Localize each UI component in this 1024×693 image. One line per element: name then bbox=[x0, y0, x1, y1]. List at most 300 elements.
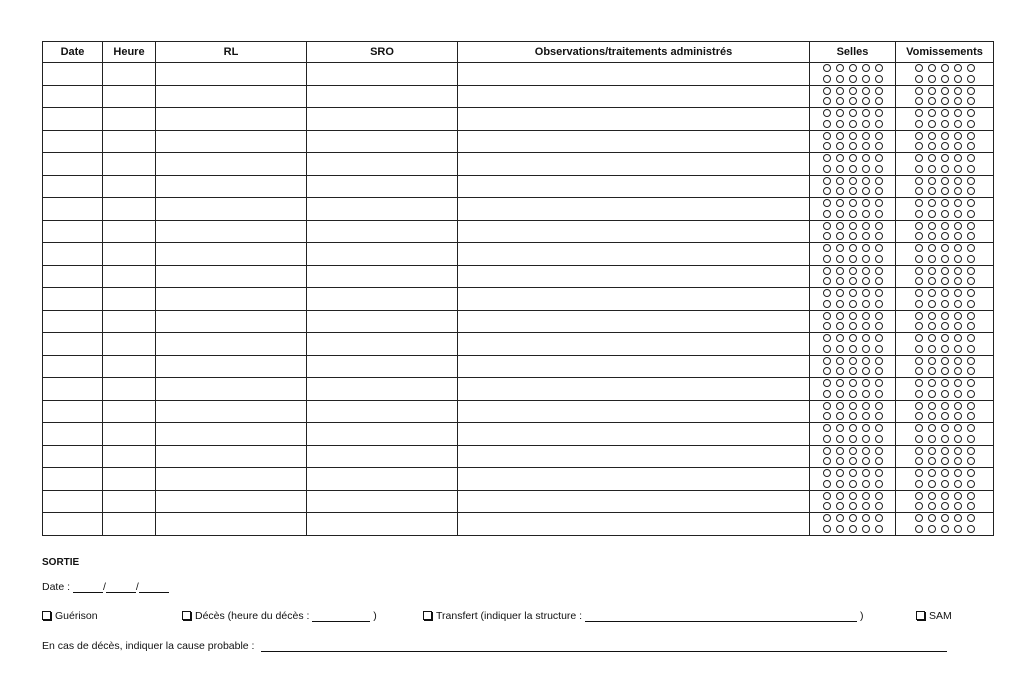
circle-checkbox-icon[interactable] bbox=[823, 267, 831, 275]
circle-checkbox-icon[interactable] bbox=[836, 244, 844, 252]
circle-checkbox-icon[interactable] bbox=[875, 492, 883, 500]
circle-checkbox-icon[interactable] bbox=[823, 357, 831, 365]
circle-checkbox-icon[interactable] bbox=[836, 64, 844, 72]
rl-cell[interactable] bbox=[156, 400, 307, 423]
circle-checkbox-icon[interactable] bbox=[954, 87, 962, 95]
circle-checkbox-icon[interactable] bbox=[823, 154, 831, 162]
date-cell[interactable] bbox=[43, 355, 103, 378]
circle-checkbox-icon[interactable] bbox=[967, 514, 975, 522]
checkbox-icon[interactable] bbox=[182, 611, 191, 620]
circle-checkbox-icon[interactable] bbox=[915, 267, 923, 275]
circle-checkbox-icon[interactable] bbox=[954, 97, 962, 105]
circle-checkbox-icon[interactable] bbox=[823, 142, 831, 150]
circle-checkbox-icon[interactable] bbox=[915, 199, 923, 207]
circle-checkbox-icon[interactable] bbox=[915, 357, 923, 365]
sro-cell[interactable] bbox=[307, 513, 458, 536]
circle-checkbox-icon[interactable] bbox=[967, 424, 975, 432]
circle-checkbox-icon[interactable] bbox=[823, 402, 831, 410]
rl-cell[interactable] bbox=[156, 153, 307, 176]
circle-checkbox-icon[interactable] bbox=[875, 75, 883, 83]
date-cell[interactable] bbox=[43, 220, 103, 243]
circle-checkbox-icon[interactable] bbox=[941, 345, 949, 353]
circle-checkbox-icon[interactable] bbox=[915, 154, 923, 162]
cause-field[interactable] bbox=[261, 640, 947, 652]
circle-checkbox-icon[interactable] bbox=[941, 312, 949, 320]
circle-checkbox-icon[interactable] bbox=[862, 154, 870, 162]
circle-checkbox-icon[interactable] bbox=[915, 322, 923, 330]
circle-checkbox-icon[interactable] bbox=[862, 64, 870, 72]
circle-checkbox-icon[interactable] bbox=[823, 334, 831, 342]
circle-checkbox-icon[interactable] bbox=[849, 412, 857, 420]
circle-checkbox-icon[interactable] bbox=[823, 97, 831, 105]
sro-cell[interactable] bbox=[307, 445, 458, 468]
circle-checkbox-icon[interactable] bbox=[823, 514, 831, 522]
circle-checkbox-icon[interactable] bbox=[915, 367, 923, 375]
circle-checkbox-icon[interactable] bbox=[875, 322, 883, 330]
circle-checkbox-icon[interactable] bbox=[954, 322, 962, 330]
transfert-structure-field[interactable] bbox=[585, 610, 857, 622]
circle-checkbox-icon[interactable] bbox=[967, 132, 975, 140]
heure-cell[interactable] bbox=[103, 423, 156, 446]
circle-checkbox-icon[interactable] bbox=[954, 232, 962, 240]
option-sam[interactable] bbox=[916, 610, 952, 622]
circle-checkbox-icon[interactable] bbox=[941, 120, 949, 128]
circle-checkbox-icon[interactable] bbox=[823, 312, 831, 320]
circle-checkbox-icon[interactable] bbox=[928, 154, 936, 162]
circle-checkbox-icon[interactable] bbox=[967, 480, 975, 488]
circle-checkbox-icon[interactable] bbox=[915, 132, 923, 140]
circle-checkbox-icon[interactable] bbox=[928, 334, 936, 342]
circle-checkbox-icon[interactable] bbox=[849, 367, 857, 375]
circle-checkbox-icon[interactable] bbox=[928, 255, 936, 263]
circle-checkbox-icon[interactable] bbox=[875, 232, 883, 240]
circle-checkbox-icon[interactable] bbox=[915, 109, 923, 117]
circle-checkbox-icon[interactable] bbox=[875, 255, 883, 263]
circle-checkbox-icon[interactable] bbox=[862, 232, 870, 240]
circle-checkbox-icon[interactable] bbox=[941, 222, 949, 230]
circle-checkbox-icon[interactable] bbox=[967, 435, 975, 443]
circle-checkbox-icon[interactable] bbox=[928, 322, 936, 330]
date-cell[interactable] bbox=[43, 468, 103, 491]
circle-checkbox-icon[interactable] bbox=[954, 142, 962, 150]
circle-checkbox-icon[interactable] bbox=[941, 289, 949, 297]
circle-checkbox-icon[interactable] bbox=[823, 469, 831, 477]
circle-checkbox-icon[interactable] bbox=[849, 267, 857, 275]
heure-cell[interactable] bbox=[103, 63, 156, 86]
circle-checkbox-icon[interactable] bbox=[823, 300, 831, 308]
circle-checkbox-icon[interactable] bbox=[928, 514, 936, 522]
circle-checkbox-icon[interactable] bbox=[915, 232, 923, 240]
circle-checkbox-icon[interactable] bbox=[915, 300, 923, 308]
circle-checkbox-icon[interactable] bbox=[954, 289, 962, 297]
circle-checkbox-icon[interactable] bbox=[823, 502, 831, 510]
circle-checkbox-icon[interactable] bbox=[875, 120, 883, 128]
circle-checkbox-icon[interactable] bbox=[875, 379, 883, 387]
circle-checkbox-icon[interactable] bbox=[941, 357, 949, 365]
circle-checkbox-icon[interactable] bbox=[915, 87, 923, 95]
circle-checkbox-icon[interactable] bbox=[954, 120, 962, 128]
circle-checkbox-icon[interactable] bbox=[967, 469, 975, 477]
date-cell[interactable] bbox=[43, 63, 103, 86]
circle-checkbox-icon[interactable] bbox=[836, 199, 844, 207]
observations-cell[interactable] bbox=[458, 130, 810, 153]
checkbox-icon[interactable] bbox=[423, 611, 432, 620]
date-cell[interactable] bbox=[43, 108, 103, 131]
circle-checkbox-icon[interactable] bbox=[875, 447, 883, 455]
heure-cell[interactable] bbox=[103, 153, 156, 176]
circle-checkbox-icon[interactable] bbox=[915, 502, 923, 510]
circle-checkbox-icon[interactable] bbox=[967, 187, 975, 195]
circle-checkbox-icon[interactable] bbox=[967, 447, 975, 455]
observations-cell[interactable] bbox=[458, 378, 810, 401]
circle-checkbox-icon[interactable] bbox=[954, 64, 962, 72]
option-guerison[interactable] bbox=[42, 610, 98, 622]
circle-checkbox-icon[interactable] bbox=[849, 255, 857, 263]
observations-cell[interactable] bbox=[458, 310, 810, 333]
sro-cell[interactable] bbox=[307, 333, 458, 356]
circle-checkbox-icon[interactable] bbox=[875, 244, 883, 252]
circle-checkbox-icon[interactable] bbox=[954, 334, 962, 342]
circle-checkbox-icon[interactable] bbox=[941, 457, 949, 465]
rl-cell[interactable] bbox=[156, 333, 307, 356]
circle-checkbox-icon[interactable] bbox=[862, 435, 870, 443]
circle-checkbox-icon[interactable] bbox=[875, 109, 883, 117]
circle-checkbox-icon[interactable] bbox=[954, 187, 962, 195]
circle-checkbox-icon[interactable] bbox=[941, 75, 949, 83]
circle-checkbox-icon[interactable] bbox=[823, 255, 831, 263]
circle-checkbox-icon[interactable] bbox=[928, 379, 936, 387]
circle-checkbox-icon[interactable] bbox=[954, 109, 962, 117]
circle-checkbox-icon[interactable] bbox=[967, 390, 975, 398]
circle-checkbox-icon[interactable] bbox=[954, 379, 962, 387]
observations-cell[interactable] bbox=[458, 423, 810, 446]
sro-cell[interactable] bbox=[307, 220, 458, 243]
circle-checkbox-icon[interactable] bbox=[836, 255, 844, 263]
circle-checkbox-icon[interactable] bbox=[875, 357, 883, 365]
circle-checkbox-icon[interactable] bbox=[941, 424, 949, 432]
circle-checkbox-icon[interactable] bbox=[823, 199, 831, 207]
circle-checkbox-icon[interactable] bbox=[875, 277, 883, 285]
circle-checkbox-icon[interactable] bbox=[823, 222, 831, 230]
heure-cell[interactable] bbox=[103, 445, 156, 468]
circle-checkbox-icon[interactable] bbox=[862, 300, 870, 308]
circle-checkbox-icon[interactable] bbox=[849, 390, 857, 398]
circle-checkbox-icon[interactable] bbox=[875, 480, 883, 488]
circle-checkbox-icon[interactable] bbox=[915, 525, 923, 533]
circle-checkbox-icon[interactable] bbox=[849, 120, 857, 128]
heure-cell[interactable] bbox=[103, 85, 156, 108]
circle-checkbox-icon[interactable] bbox=[954, 412, 962, 420]
circle-checkbox-icon[interactable] bbox=[862, 222, 870, 230]
circle-checkbox-icon[interactable] bbox=[836, 322, 844, 330]
circle-checkbox-icon[interactable] bbox=[915, 435, 923, 443]
circle-checkbox-icon[interactable] bbox=[967, 267, 975, 275]
circle-checkbox-icon[interactable] bbox=[862, 312, 870, 320]
circle-checkbox-icon[interactable] bbox=[928, 64, 936, 72]
heure-cell[interactable] bbox=[103, 490, 156, 513]
circle-checkbox-icon[interactable] bbox=[849, 402, 857, 410]
circle-checkbox-icon[interactable] bbox=[849, 222, 857, 230]
circle-checkbox-icon[interactable] bbox=[954, 345, 962, 353]
circle-checkbox-icon[interactable] bbox=[875, 177, 883, 185]
sro-cell[interactable] bbox=[307, 153, 458, 176]
heure-cell[interactable] bbox=[103, 400, 156, 423]
circle-checkbox-icon[interactable] bbox=[862, 525, 870, 533]
circle-checkbox-icon[interactable] bbox=[875, 412, 883, 420]
heure-cell[interactable] bbox=[103, 130, 156, 153]
circle-checkbox-icon[interactable] bbox=[823, 289, 831, 297]
circle-checkbox-icon[interactable] bbox=[928, 187, 936, 195]
circle-checkbox-icon[interactable] bbox=[928, 177, 936, 185]
heure-cell[interactable] bbox=[103, 468, 156, 491]
circle-checkbox-icon[interactable] bbox=[954, 210, 962, 218]
deces-time-field[interactable] bbox=[312, 610, 370, 622]
circle-checkbox-icon[interactable] bbox=[823, 390, 831, 398]
circle-checkbox-icon[interactable] bbox=[941, 132, 949, 140]
circle-checkbox-icon[interactable] bbox=[875, 390, 883, 398]
circle-checkbox-icon[interactable] bbox=[967, 244, 975, 252]
circle-checkbox-icon[interactable] bbox=[928, 480, 936, 488]
circle-checkbox-icon[interactable] bbox=[928, 367, 936, 375]
circle-checkbox-icon[interactable] bbox=[954, 367, 962, 375]
circle-checkbox-icon[interactable] bbox=[941, 367, 949, 375]
sro-cell[interactable] bbox=[307, 108, 458, 131]
heure-cell[interactable] bbox=[103, 333, 156, 356]
circle-checkbox-icon[interactable] bbox=[967, 357, 975, 365]
circle-checkbox-icon[interactable] bbox=[941, 412, 949, 420]
date-cell[interactable] bbox=[43, 423, 103, 446]
circle-checkbox-icon[interactable] bbox=[954, 424, 962, 432]
circle-checkbox-icon[interactable] bbox=[941, 244, 949, 252]
circle-checkbox-icon[interactable] bbox=[849, 75, 857, 83]
date-cell[interactable] bbox=[43, 288, 103, 311]
circle-checkbox-icon[interactable] bbox=[836, 300, 844, 308]
circle-checkbox-icon[interactable] bbox=[954, 357, 962, 365]
rl-cell[interactable] bbox=[156, 355, 307, 378]
circle-checkbox-icon[interactable] bbox=[928, 435, 936, 443]
circle-checkbox-icon[interactable] bbox=[862, 402, 870, 410]
circle-checkbox-icon[interactable] bbox=[875, 502, 883, 510]
circle-checkbox-icon[interactable] bbox=[915, 75, 923, 83]
circle-checkbox-icon[interactable] bbox=[849, 379, 857, 387]
circle-checkbox-icon[interactable] bbox=[941, 514, 949, 522]
date-day-field[interactable] bbox=[73, 581, 103, 593]
circle-checkbox-icon[interactable] bbox=[941, 154, 949, 162]
circle-checkbox-icon[interactable] bbox=[941, 447, 949, 455]
circle-checkbox-icon[interactable] bbox=[849, 469, 857, 477]
circle-checkbox-icon[interactable] bbox=[823, 492, 831, 500]
rl-cell[interactable] bbox=[156, 175, 307, 198]
rl-cell[interactable] bbox=[156, 108, 307, 131]
circle-checkbox-icon[interactable] bbox=[915, 244, 923, 252]
circle-checkbox-icon[interactable] bbox=[954, 154, 962, 162]
circle-checkbox-icon[interactable] bbox=[967, 502, 975, 510]
observations-cell[interactable] bbox=[458, 333, 810, 356]
circle-checkbox-icon[interactable] bbox=[862, 199, 870, 207]
circle-checkbox-icon[interactable] bbox=[928, 457, 936, 465]
sro-cell[interactable] bbox=[307, 378, 458, 401]
circle-checkbox-icon[interactable] bbox=[967, 300, 975, 308]
circle-checkbox-icon[interactable] bbox=[862, 457, 870, 465]
circle-checkbox-icon[interactable] bbox=[967, 412, 975, 420]
circle-checkbox-icon[interactable] bbox=[941, 187, 949, 195]
rl-cell[interactable] bbox=[156, 198, 307, 221]
circle-checkbox-icon[interactable] bbox=[862, 109, 870, 117]
circle-checkbox-icon[interactable] bbox=[849, 97, 857, 105]
circle-checkbox-icon[interactable] bbox=[915, 142, 923, 150]
circle-checkbox-icon[interactable] bbox=[967, 402, 975, 410]
circle-checkbox-icon[interactable] bbox=[823, 412, 831, 420]
circle-checkbox-icon[interactable] bbox=[849, 232, 857, 240]
circle-checkbox-icon[interactable] bbox=[967, 367, 975, 375]
circle-checkbox-icon[interactable] bbox=[823, 87, 831, 95]
circle-checkbox-icon[interactable] bbox=[928, 289, 936, 297]
circle-checkbox-icon[interactable] bbox=[941, 267, 949, 275]
rl-cell[interactable] bbox=[156, 130, 307, 153]
circle-checkbox-icon[interactable] bbox=[954, 222, 962, 230]
circle-checkbox-icon[interactable] bbox=[928, 357, 936, 365]
circle-checkbox-icon[interactable] bbox=[928, 232, 936, 240]
circle-checkbox-icon[interactable] bbox=[967, 525, 975, 533]
circle-checkbox-icon[interactable] bbox=[862, 142, 870, 150]
circle-checkbox-icon[interactable] bbox=[928, 447, 936, 455]
circle-checkbox-icon[interactable] bbox=[915, 312, 923, 320]
circle-checkbox-icon[interactable] bbox=[849, 514, 857, 522]
circle-checkbox-icon[interactable] bbox=[849, 165, 857, 173]
circle-checkbox-icon[interactable] bbox=[849, 210, 857, 218]
circle-checkbox-icon[interactable] bbox=[836, 447, 844, 455]
circle-checkbox-icon[interactable] bbox=[954, 267, 962, 275]
circle-checkbox-icon[interactable] bbox=[849, 177, 857, 185]
circle-checkbox-icon[interactable] bbox=[836, 165, 844, 173]
circle-checkbox-icon[interactable] bbox=[954, 165, 962, 173]
circle-checkbox-icon[interactable] bbox=[928, 267, 936, 275]
circle-checkbox-icon[interactable] bbox=[823, 187, 831, 195]
circle-checkbox-icon[interactable] bbox=[836, 177, 844, 185]
circle-checkbox-icon[interactable] bbox=[836, 222, 844, 230]
circle-checkbox-icon[interactable] bbox=[875, 424, 883, 432]
circle-checkbox-icon[interactable] bbox=[941, 469, 949, 477]
circle-checkbox-icon[interactable] bbox=[836, 379, 844, 387]
circle-checkbox-icon[interactable] bbox=[849, 289, 857, 297]
observations-cell[interactable] bbox=[458, 220, 810, 243]
circle-checkbox-icon[interactable] bbox=[823, 447, 831, 455]
circle-checkbox-icon[interactable] bbox=[967, 232, 975, 240]
circle-checkbox-icon[interactable] bbox=[967, 289, 975, 297]
circle-checkbox-icon[interactable] bbox=[849, 492, 857, 500]
date-cell[interactable] bbox=[43, 310, 103, 333]
circle-checkbox-icon[interactable] bbox=[967, 87, 975, 95]
circle-checkbox-icon[interactable] bbox=[836, 345, 844, 353]
circle-checkbox-icon[interactable] bbox=[875, 154, 883, 162]
circle-checkbox-icon[interactable] bbox=[862, 210, 870, 218]
circle-checkbox-icon[interactable] bbox=[928, 277, 936, 285]
circle-checkbox-icon[interactable] bbox=[823, 75, 831, 83]
checkbox-icon[interactable] bbox=[42, 611, 51, 620]
circle-checkbox-icon[interactable] bbox=[862, 424, 870, 432]
circle-checkbox-icon[interactable] bbox=[836, 87, 844, 95]
circle-checkbox-icon[interactable] bbox=[875, 187, 883, 195]
circle-checkbox-icon[interactable] bbox=[862, 255, 870, 263]
date-cell[interactable] bbox=[43, 445, 103, 468]
circle-checkbox-icon[interactable] bbox=[875, 132, 883, 140]
circle-checkbox-icon[interactable] bbox=[928, 390, 936, 398]
circle-checkbox-icon[interactable] bbox=[862, 379, 870, 387]
circle-checkbox-icon[interactable] bbox=[862, 480, 870, 488]
circle-checkbox-icon[interactable] bbox=[915, 412, 923, 420]
observations-cell[interactable] bbox=[458, 355, 810, 378]
circle-checkbox-icon[interactable] bbox=[928, 345, 936, 353]
circle-checkbox-icon[interactable] bbox=[836, 154, 844, 162]
rl-cell[interactable] bbox=[156, 468, 307, 491]
circle-checkbox-icon[interactable] bbox=[849, 199, 857, 207]
sro-cell[interactable] bbox=[307, 198, 458, 221]
circle-checkbox-icon[interactable] bbox=[862, 120, 870, 128]
circle-checkbox-icon[interactable] bbox=[823, 64, 831, 72]
date-cell[interactable] bbox=[43, 85, 103, 108]
circle-checkbox-icon[interactable] bbox=[915, 210, 923, 218]
circle-checkbox-icon[interactable] bbox=[836, 390, 844, 398]
sro-cell[interactable] bbox=[307, 400, 458, 423]
circle-checkbox-icon[interactable] bbox=[928, 424, 936, 432]
circle-checkbox-icon[interactable] bbox=[941, 402, 949, 410]
checkbox-icon[interactable] bbox=[916, 611, 925, 620]
sro-cell[interactable] bbox=[307, 63, 458, 86]
circle-checkbox-icon[interactable] bbox=[941, 87, 949, 95]
circle-checkbox-icon[interactable] bbox=[915, 64, 923, 72]
date-cell[interactable] bbox=[43, 513, 103, 536]
circle-checkbox-icon[interactable] bbox=[875, 87, 883, 95]
observations-cell[interactable] bbox=[458, 243, 810, 266]
circle-checkbox-icon[interactable] bbox=[941, 379, 949, 387]
circle-checkbox-icon[interactable] bbox=[928, 402, 936, 410]
circle-checkbox-icon[interactable] bbox=[836, 469, 844, 477]
circle-checkbox-icon[interactable] bbox=[967, 492, 975, 500]
date-cell[interactable] bbox=[43, 130, 103, 153]
circle-checkbox-icon[interactable] bbox=[915, 457, 923, 465]
circle-checkbox-icon[interactable] bbox=[954, 199, 962, 207]
circle-checkbox-icon[interactable] bbox=[928, 525, 936, 533]
circle-checkbox-icon[interactable] bbox=[862, 412, 870, 420]
circle-checkbox-icon[interactable] bbox=[823, 177, 831, 185]
circle-checkbox-icon[interactable] bbox=[967, 457, 975, 465]
sro-cell[interactable] bbox=[307, 468, 458, 491]
circle-checkbox-icon[interactable] bbox=[954, 75, 962, 83]
circle-checkbox-icon[interactable] bbox=[849, 457, 857, 465]
circle-checkbox-icon[interactable] bbox=[849, 187, 857, 195]
circle-checkbox-icon[interactable] bbox=[954, 447, 962, 455]
circle-checkbox-icon[interactable] bbox=[875, 402, 883, 410]
circle-checkbox-icon[interactable] bbox=[836, 514, 844, 522]
circle-checkbox-icon[interactable] bbox=[823, 345, 831, 353]
circle-checkbox-icon[interactable] bbox=[967, 64, 975, 72]
circle-checkbox-icon[interactable] bbox=[849, 480, 857, 488]
circle-checkbox-icon[interactable] bbox=[875, 210, 883, 218]
circle-checkbox-icon[interactable] bbox=[967, 199, 975, 207]
circle-checkbox-icon[interactable] bbox=[849, 132, 857, 140]
circle-checkbox-icon[interactable] bbox=[836, 457, 844, 465]
circle-checkbox-icon[interactable] bbox=[823, 244, 831, 252]
heure-cell[interactable] bbox=[103, 355, 156, 378]
circle-checkbox-icon[interactable] bbox=[928, 75, 936, 83]
circle-checkbox-icon[interactable] bbox=[836, 357, 844, 365]
heure-cell[interactable] bbox=[103, 220, 156, 243]
circle-checkbox-icon[interactable] bbox=[941, 199, 949, 207]
circle-checkbox-icon[interactable] bbox=[823, 435, 831, 443]
circle-checkbox-icon[interactable] bbox=[875, 222, 883, 230]
circle-checkbox-icon[interactable] bbox=[849, 312, 857, 320]
circle-checkbox-icon[interactable] bbox=[823, 120, 831, 128]
